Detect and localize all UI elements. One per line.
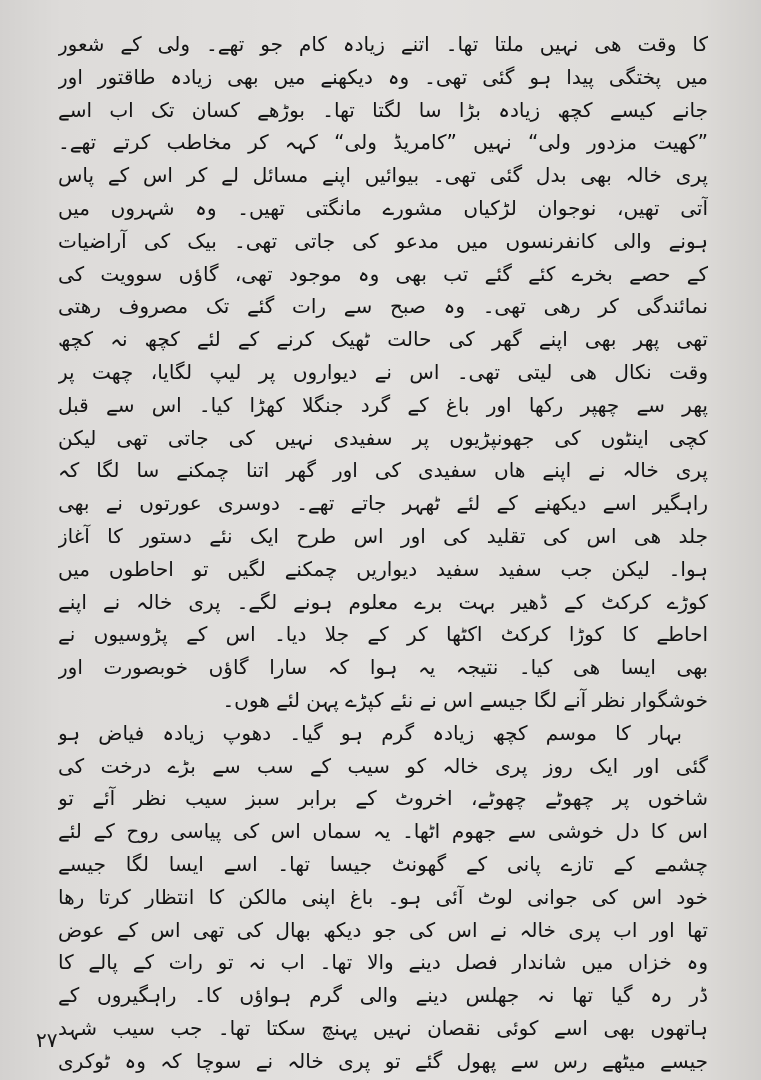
text-line: اس کا دل خوشی سے جھوم اٹھا۔ یہ سماں اس کی پیاسی روح کے لئے — [58, 819, 708, 844]
text-line: احاطے کا کوڑا کرکٹ اکٹھا کر کے جلا دیا۔ اس کے پڑوسیوں نے — [58, 622, 708, 647]
text-line: آتی تھیں، نوجوان لڑکیاں مشورے مانگتی تھیں۔ وہ شہروں میں — [58, 195, 708, 220]
text-line: پری خالہ بھی بدل گئی تھی۔ بیوائیں اپنے مسائل لے کر اس کے پاس — [58, 163, 708, 188]
text-line: خوشگوار نظر آنے لگا جیسے اس نے نئے کپڑے پہن لئے ھوں۔ — [222, 687, 708, 712]
text-line: تھا اور اب پری خالہ نے اس کی جو دیکھ بھال کی تھی اس کے عوض — [58, 917, 708, 942]
text-line: پری خالہ نے اپنے ھاں سفیدی کی اور گھر اتنا چمکنے سا لگا کہ — [58, 458, 708, 483]
text-line: چشمے کے تازے پانی کے گھونٹ جیسا تھا۔ اسے ایسا لگا جیسے — [58, 851, 708, 876]
text-line: میں پختگی پیدا ہو گئی تھی۔ وہ دیکھنے میں بھی زیادہ طاقتور اور — [58, 64, 708, 89]
text-line: کوڑے کرکٹ کے ڈھیر بہت برے معلوم ہونے لگے۔ پری خالہ نے اپنے — [58, 589, 708, 614]
text-line: ہونے والی کانفرنسوں میں مدعو کی جاتی تھی۔ بیک کی آراضیات — [58, 228, 708, 253]
text-line: جیسے میٹھے رس سے پھول گئے تو پری خالہ نے سوچا کہ وہ ٹوکری — [58, 1048, 708, 1073]
text-line: وہ خزاں میں شاندار فصل دینے والا تھا۔ اب نہ تو رات کے پالے کا — [58, 950, 708, 975]
text-line: تھی پھر بھی اپنے گھر کی حالت ٹھیک کرنے کے لئے کچھ نہ کچھ — [58, 327, 708, 352]
text-line: جانے کیسے کچھ زیادہ بڑا سا لگتا تھا۔ بوڑھے کسان تک اب اسے — [58, 97, 708, 122]
text-line: گئی اور ایک روز پری خالہ کو سیب کے سب سے بڑے درخت کی — [58, 753, 708, 778]
text-line: بھی ایسا ھی کیا۔ نتیجہ یہ ہوا کہ سارا گاؤں خوبصورت اور — [58, 655, 708, 680]
text-line: ڈر رہ گیا تھا نہ جھلس دینے والی گرم ہواؤں کا۔ راہگیروں کے — [58, 983, 708, 1008]
text-line: ”کھیت مزدور ولی“ نہیں ”کامریڈ ولی“ کہہ کر مخاطب کرتے تھے۔ — [58, 130, 708, 155]
text-line: شاخوں پر چھوٹے چھوٹے، اخروٹ کے برابر سبز سیب نظر آئے تو — [58, 786, 708, 811]
text-line: پھر سے چھپر رکھا اور باغ کے گرد جنگلا کھڑا کیا۔ اس سے قبل — [58, 392, 708, 417]
text-line: ہاتھوں بھی اسے کوئی نقصان نہیں پہنچ سکتا تھا۔ جب سیب شہد — [58, 1015, 708, 1040]
text-line: کے حصے بخرے کئے گئے تب بھی وہ موجود تھی، گاؤں سوویت کی — [58, 261, 708, 286]
text-line: جلد ھی اس کی تقلید کی اور اس طرح ایک نئے دستور کا آغاز — [58, 523, 708, 548]
page-number: ۲۷ — [36, 1028, 58, 1052]
text-line: کچی اینٹوں کی جھونپڑیوں پر سفیدی نہیں کی جاتی تھی لیکن — [58, 425, 708, 450]
text-line: بہار کا موسم کچھ زیادہ گرم ہو گیا۔ دھوپ زیادہ فیاض ہو — [58, 720, 682, 745]
text-line: خود اس کی جوانی لوٹ آئی ہو۔ باغ اپنی مالکن کا انتظار کرتا رھا — [58, 884, 708, 909]
text-line: راہگیر اسے دیکھنے کے لئے ٹھہر جاتے تھے۔ دوسری عورتوں نے بھی — [58, 491, 708, 516]
text-line: کا وقت ھی نہیں ملتا تھا۔ اتنے زیادہ کام جو تھے۔ ولی کے شعور — [58, 32, 708, 56]
text-line: وقت نکال ھی لیتی تھی۔ اس نے دیواروں پر لیپ لگایا، چھت پر — [58, 359, 708, 384]
body-text — [58, 28, 708, 1078]
text-line: نمائندگی کر رھی تھی۔ وہ صبح سے رات گئے تک مصروف رھتی — [58, 294, 708, 319]
text-line: ہوا۔ لیکن جب سفید سفید دیواریں چمکنے لگیں تو احاطوں میں — [58, 556, 708, 581]
